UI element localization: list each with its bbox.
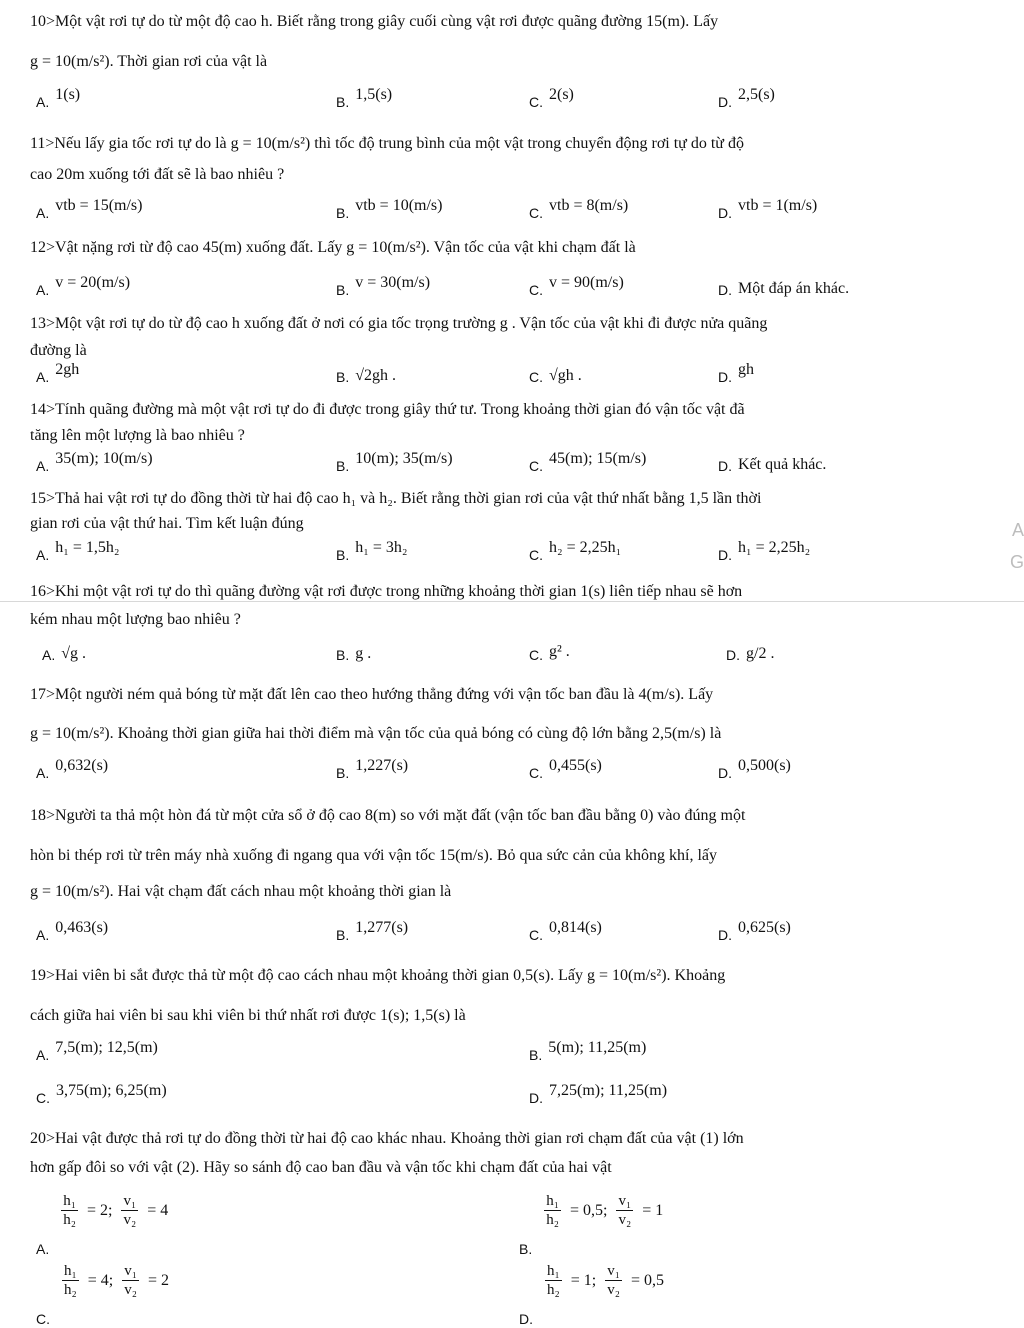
q12-option-d: D. Một đáp án khác. (718, 280, 850, 298)
q17-line-2: g = 10(m/s²). Khoảng thời gian giữa hai thời điểm mà vận tốc của quả bóng có cùng độ lớn bằng 2,5(m/s) là (30, 725, 722, 742)
q18-option-c: C. 0,814(s) (529, 919, 602, 943)
q13-line-1: 13>Một vật rơi tự do từ độ cao h xuống đất ở nơi có gia tốc trọng trường g . Vận tốc của vật khi đi được nửa quãng (30, 315, 768, 332)
q18-line-2: hòn bi thép rơi từ trên máy nhà xuống đi ngang qua với vận tốc 15(m/s). Bỏ qua sức cản của không khí, lấy (30, 847, 718, 864)
q12-option-c: C. v = 90(m/s) (529, 274, 624, 298)
q14-option-a: A. 35(m); 10(m/s) (36, 450, 153, 474)
q20-option-c: C. $\frac{\text{h₁}}{\text{h₂}}$ = 4; $\frac{\text{v₁}}{\text{v₂}}$ = 2 (36, 1263, 169, 1327)
q15-line-1: 15>Thả hai vật rơi tự do đồng thời từ hai độ cao h₁ và h₂. Biết rằng thời gian rơi của vật thứ nhất bằng 1,5 lần thời (30, 490, 762, 507)
q13-option-a: A. 2gh (36, 361, 80, 385)
q19-option-b: B. 5(m); 11,25(m) (529, 1039, 647, 1063)
q20c-v-ratio: $\frac{\text{v₁}}{\text{v₂}}$ (124, 1263, 137, 1298)
q15-line-2: gian rơi của vật thứ hai. Tìm kết luận đúng (30, 515, 304, 532)
q19-option-d: D. 7,25(m); 11,25(m) (529, 1082, 668, 1106)
q10-option-c: C. 2(s) (529, 86, 574, 110)
q16-line-1: 16>Khi một vật rơi tự do thì quãng đường vật rơi được trong những khoảng thời gian 1(s) liên tiếp nhau sẽ hơn (30, 583, 743, 600)
q20a-h-ratio: $\frac{\text{h₁}}{\text{h₂}}$ (63, 1193, 76, 1228)
q17-option-c: C. 0,455(s) (529, 757, 602, 781)
q19-option-a: A. 7,5(m); 12,5(m) (36, 1039, 158, 1063)
q14-option-d: D. Kết quả khác. (718, 456, 827, 474)
q14-line-2: tăng lên một lượng là bao nhiêu ? (30, 427, 245, 444)
q14-option-b: B. 10(m); 35(m/s) (336, 450, 453, 474)
q16-option-c: C. g² . (529, 643, 570, 663)
q19-line-2: cách giữa hai viên bi sau khi viên bi thứ nhất rơi được 1(s); 1,5(s) là (30, 1007, 466, 1024)
q17-option-d: D. 0,500(s) (718, 757, 791, 781)
q20b-h-ratio: $\frac{\text{h₁}}{\text{h₂}}$ (546, 1193, 559, 1228)
q12-option-b: B. v = 30(m/s) (336, 274, 431, 298)
q13-line-2: đường là (30, 342, 87, 359)
edge-glyph-2: G (1009, 552, 1024, 572)
q16-option-b: B. g . (336, 645, 372, 663)
q10-line-1: 10>Một vật rơi tự do từ một độ cao h. Biết rằng trong giây cuối cùng vật rơi được quãng đường 15(m). Lấy (30, 13, 719, 30)
q19-option-c: C. 3,75(m); 6,25(m) (36, 1082, 167, 1106)
q11-option-a: A. vtb = 15(m/s) (36, 197, 143, 221)
q20-option-d: D. $\frac{\text{h₁}}{\text{h₂}}$ = 1; $\frac{\text{v₁}}{\text{v₂}}$ = 0,5 (519, 1263, 664, 1327)
q10-option-d: D. 2,5(s) (718, 86, 775, 110)
q16-option-a: A. √g . (42, 645, 87, 663)
q16-line-2: kém nhau một lượng bao nhiêu ? (30, 611, 241, 628)
q12-line-1: 12>Vật nặng rơi từ độ cao 45(m) xuống đất. Lấy g = 10(m/s²). Vận tốc của vật khi chạm đất là (30, 239, 636, 256)
q20a-v-ratio: $\frac{\text{v₁}}{\text{v₂}}$ (123, 1193, 137, 1228)
page-fold-divider (0, 601, 1024, 602)
q20-option-a: A. $\frac{\text{h₁}}{\text{h₂}}$ = 2; $\frac{\text{v₁}}{\text{v₂}}$ = 4 (36, 1193, 169, 1257)
q13-option-b: B. √2gh . (336, 367, 397, 385)
q18-option-b: B. 1,277(s) (336, 919, 409, 943)
q15-option-c: C. h₂ = 2,25h₁ (529, 539, 622, 563)
q11-option-b: B. vtb = 10(m/s) (336, 197, 443, 221)
q11-line-2: cao 20m xuống tới đất sẽ là bao nhiêu ? (30, 166, 285, 183)
q17-option-b: B. 1,227(s) (336, 757, 409, 781)
q15-option-a: A. h₁ = 1,5h₂ (36, 539, 120, 563)
q11-option-d: D. vtb = 1(m/s) (718, 197, 818, 221)
q10-option-b: B. 1,5(s) (336, 86, 393, 110)
q18-line-3: g = 10(m/s²). Hai vật chạm đất cách nhau một khoảng thời gian là (30, 883, 452, 900)
q13-option-d: D. gh (718, 361, 754, 385)
q15-option-b: B. h₁ = 3h₂ (336, 539, 408, 563)
q20d-h-ratio: $\frac{\text{h₁}}{\text{h₂}}$ (547, 1263, 560, 1298)
q12-option-a: A. v = 20(m/s) (36, 274, 131, 298)
q11-option-c: C. vtb = 8(m/s) (529, 197, 629, 221)
q20-line-1: 20>Hai vật được thả rơi tự do đồng thời từ hai độ cao khác nhau. Khoảng thời gian rơi chạm đất của vật (1) lớn (30, 1130, 744, 1147)
q10-line-2: g = 10(m/s²). Thời gian rơi của vật là (30, 53, 268, 70)
q16-option-d: D. g/2 . (726, 645, 775, 663)
q20-line-2: hơn gấp đôi so với vật (2). Hãy so sánh độ cao ban đầu và vận tốc khi chạm đất của hai vật (30, 1159, 612, 1176)
q20d-v-ratio: $\frac{\text{v₁}}{\text{v₂}}$ (607, 1263, 620, 1298)
q20-option-b: B. $\frac{\text{h₁}}{\text{h₂}}$ = 0,5; $\frac{\text{v₁}}{\text{v₂}}$ = 1 (519, 1193, 664, 1257)
q15-option-d: D. h₁ = 2,25h₂ (718, 539, 811, 563)
q18-option-a: A. 0,463(s) (36, 919, 109, 943)
q20c-h-ratio: $\frac{\text{h₁}}{\text{h₂}}$ (64, 1263, 77, 1298)
q14-option-c: C. 45(m); 15(m/s) (529, 450, 647, 474)
q20b-v-ratio: $\frac{\text{v₁}}{\text{v₂}}$ (618, 1193, 632, 1228)
q17-option-a: A. 0,632(s) (36, 757, 109, 781)
q14-line-1: 14>Tính quãng đường mà một vật rơi tự do đi được trong giây thứ tư. Trong khoảng thời gian đó vận tốc vật đã (30, 401, 745, 418)
q10-option-a: A. 1(s) (36, 86, 81, 110)
q18-option-d: D. 0,625(s) (718, 919, 791, 943)
edge-glyph-1: A (1011, 520, 1024, 540)
q13-option-c: C. √gh . (529, 367, 582, 385)
q19-line-1: 19>Hai viên bi sắt được thả từ một độ cao cách nhau một khoảng thời gian 0,5(s). Lấy g = 10(m/s²). Khoảng (30, 967, 726, 984)
q18-line-1: 18>Người ta thả một hòn đá từ một cửa sổ ở độ cao 8(m) so với mặt đất (vận tốc ban đầu bằng 0) vào đúng một (30, 807, 746, 824)
q17-line-1: 17>Một người ném quả bóng từ mặt đất lên cao theo hướng thẳng đứng với vận tốc ban đầu là 4(m/s). Lấy (30, 686, 714, 703)
q11-line-1: 11>Nếu lấy gia tốc rơi tự do là g = 10(m/s²) thì tốc độ trung bình của một vật trong chuyển động rơi tự do từ độ (30, 135, 744, 152)
